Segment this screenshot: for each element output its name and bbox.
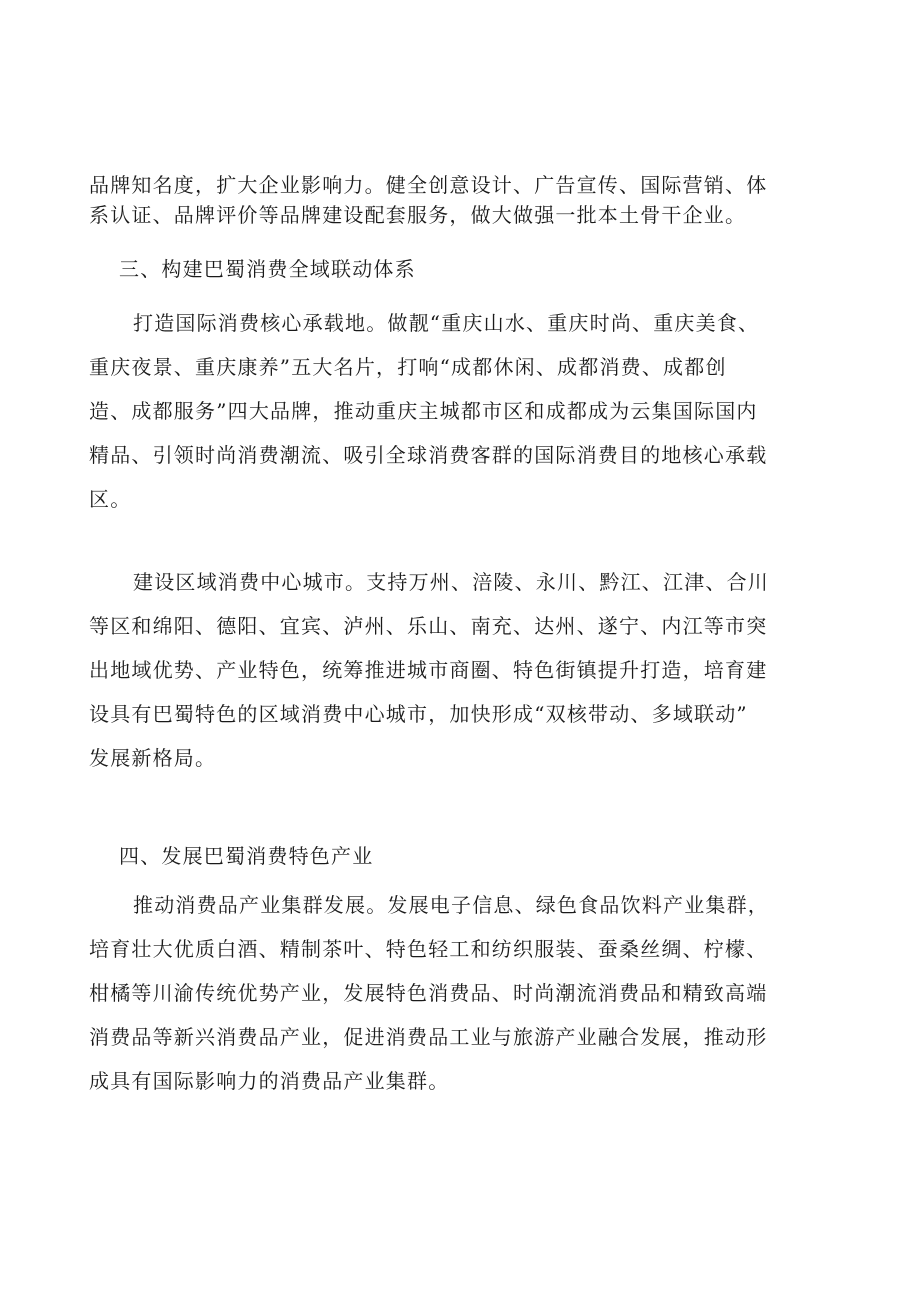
text-line: 出地域优势、产业特色，统筹推进城市商圈、特色街镇提升打造，培育建 <box>89 658 768 682</box>
section-3-paragraph-1 <box>89 301 834 521</box>
text-line: 推动消费品产业集群发展。发展电子信息、绿色食品饮料产业集群， <box>133 893 769 917</box>
section-3-heading <box>89 247 834 291</box>
text-line: 建设区域消费中心城市。支持万州、涪陵、永川、黔江、江津、合川 <box>133 570 769 594</box>
text-line: 品牌知名度，扩大企业影响力。健全创意设计、广告宣传、国际营销、体 <box>89 173 768 197</box>
text-line: 设具有巴蜀特色的区域消费中心城市，加快形成“双核带动、多域联动” <box>89 702 748 726</box>
section-4-heading <box>89 834 834 878</box>
text-line: 成具有国际影响力的消费品产业集群。 <box>89 1069 450 1093</box>
text-line: 等区和绵阳、德阳、宜宾、泸州、乐山、南充、达州、遂宁、内江等市突 <box>89 614 768 638</box>
intro-paragraph <box>89 170 834 230</box>
text-line: 柑橘等川渝传统优势产业，发展特色消费品、时尚潮流消费品和精致高端 <box>89 981 768 1005</box>
text-line: 发展新格局。 <box>89 746 217 770</box>
section-heading: 三、构建巴蜀消费全域联动体系 <box>119 257 416 281</box>
text-line: 系认证、品牌评价等品牌建设配套服务，做大做强一批本土骨干企业。 <box>89 203 747 227</box>
section-heading: 四、发展巴蜀消费特色产业 <box>119 844 374 868</box>
section-3-paragraph-2 <box>89 560 834 780</box>
text-line: 区。 <box>89 487 132 511</box>
text-line: 重庆夜景、重庆康养”五大名片，打响“成都休闲、成都消费、成都创 <box>89 355 727 379</box>
text-line: 造、成都服务”四大品牌，推动重庆主城都市区和成都成为云集国际国内 <box>89 399 758 423</box>
section-4-paragraph-1 <box>89 883 834 1103</box>
text-line: 打造国际消费核心承载地。做靓“重庆山水、重庆时尚、重庆美食、 <box>133 311 760 335</box>
text-line: 消费品等新兴消费品产业，促进消费品工业与旅游产业融合发展，推动形 <box>89 1025 768 1049</box>
text-line: 精品、引领时尚消费潮流、吸引全球消费客群的国际消费目的地核心承载 <box>89 443 768 467</box>
text-line: 培育壮大优质白酒、精制茶叶、特色轻工和纺织服装、蚕桑丝绸、柠檬、 <box>89 937 768 961</box>
